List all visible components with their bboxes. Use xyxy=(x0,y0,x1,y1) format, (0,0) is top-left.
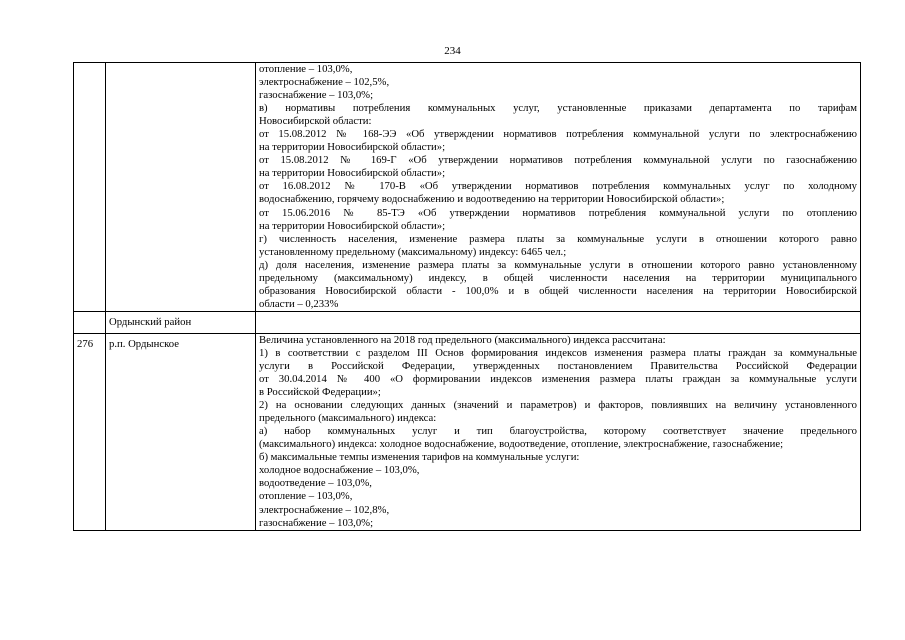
description-line: на территории Новосибирской области»; xyxy=(259,219,446,232)
table-row xyxy=(74,311,861,333)
settlement-name-cell: Ордынский район xyxy=(106,311,256,333)
description-line: услуги в Российской Федерации, утвержденных постановлением Правительства Российской Федерации xyxy=(259,359,857,372)
description-line: электроснабжение – 102,5%, xyxy=(259,76,390,89)
description-line: предельного (максимального) индекса: xyxy=(259,412,437,425)
description-line: образования Новосибирской области - 100,0% и в общей численности населения на территории Новосибирской xyxy=(259,284,857,297)
description-line: холодное водоснабжение – 103,0%, xyxy=(259,464,420,477)
description-line: газоснабжение – 103,0%; xyxy=(259,89,374,102)
index-description-cell xyxy=(256,311,861,333)
description-line: водоотведение – 103,0%, xyxy=(259,477,372,490)
page-number: 234 xyxy=(444,45,461,57)
description-line: от 30.04.2014 № 400 «О формировании индексов изменения размера платы граждан за коммунальные услуги xyxy=(259,373,857,386)
description-line: области – 0,233% xyxy=(259,297,339,310)
row-number-cell xyxy=(74,63,106,312)
description-line: от 16.08.2012 № 170-В «Об утверждении нормативов потребления коммунальных услуг по холодному xyxy=(259,180,857,193)
settlement-name-cell xyxy=(106,63,256,312)
tariff-index-table xyxy=(73,62,861,531)
description-line: отопление – 103,0%, xyxy=(259,63,353,75)
index-description-cell xyxy=(256,333,861,530)
row-number-cell: 276 xyxy=(74,333,106,530)
description-line: от 15.08.2012 № 169-Г «Об утверждении нормативов потребления коммунальной услуги по газоснабжению xyxy=(259,154,857,167)
index-description-cell xyxy=(256,63,861,312)
description-line: водоснабжению, горячему водоснабжению и водоотведению на территории Новосибирской области»; xyxy=(259,193,725,206)
description-line: на территории Новосибирской области»; xyxy=(259,141,446,154)
settlement-name-cell: р.п. Ордынское xyxy=(106,333,256,530)
table-body xyxy=(74,63,861,531)
table-row xyxy=(74,63,861,312)
table-row xyxy=(74,333,861,530)
description-line: электроснабжение – 102,8%, xyxy=(259,503,390,516)
description-line: г) численность населения, изменение размера платы за коммунальные услуги в отношении которого равно xyxy=(259,232,857,245)
description-line: д) доля населения, изменение размера платы за коммунальные услуги в отношении которого равно установленному xyxy=(259,258,857,271)
description-line: Новосибирской области: xyxy=(259,115,372,128)
description-line: предельному (максимальному) индексу, в общей численности населения на территории муниципального xyxy=(259,271,857,284)
description-line: от 15.08.2012 № 168-ЭЭ «Об утверждении нормативов потребления коммунальной услуги по электроснабжению xyxy=(259,128,857,141)
description-line: (максимального) индекса: холодное водоснабжение, водоотведение, отопление, электроснабжение, газоснабжение; xyxy=(259,438,784,451)
description-line: в) нормативы потребления коммунальных услуг, установленные приказами департамента по тарифам xyxy=(259,102,857,115)
description-line: 1) в соответствии с разделом III Основ формирования индексов изменения размера платы граждан за коммунальные xyxy=(259,346,857,359)
description-line: газоснабжение – 103,0%; xyxy=(259,516,374,529)
description-line: 2) на основании следующих данных (значений и параметров) и факторов, повлиявших на величину установленного xyxy=(259,399,857,412)
description-line: а) набор коммунальных услуг и тип благоустройства, которому соответствует значение предельного xyxy=(259,425,857,438)
description-line: установленному предельному (максимальному) индексу: 6465 чел.; xyxy=(259,245,567,258)
row-number-cell xyxy=(74,311,106,333)
description-line: Величина установленного на 2018 год предельного (максимального) индекса рассчитана: xyxy=(259,333,666,346)
description-line: на территории Новосибирской области»; xyxy=(259,167,446,180)
description-line: в Российской Федерации»; xyxy=(259,386,381,399)
description-line: отопление – 103,0%, xyxy=(259,490,353,503)
description-line: от 15.06.2016 № 85-ТЭ «Об утверждении нормативов потребления коммунальной услуги по отоплению xyxy=(259,206,857,219)
description-line: б) максимальные темпы изменения тарифов на коммунальные услуги: xyxy=(259,451,580,464)
